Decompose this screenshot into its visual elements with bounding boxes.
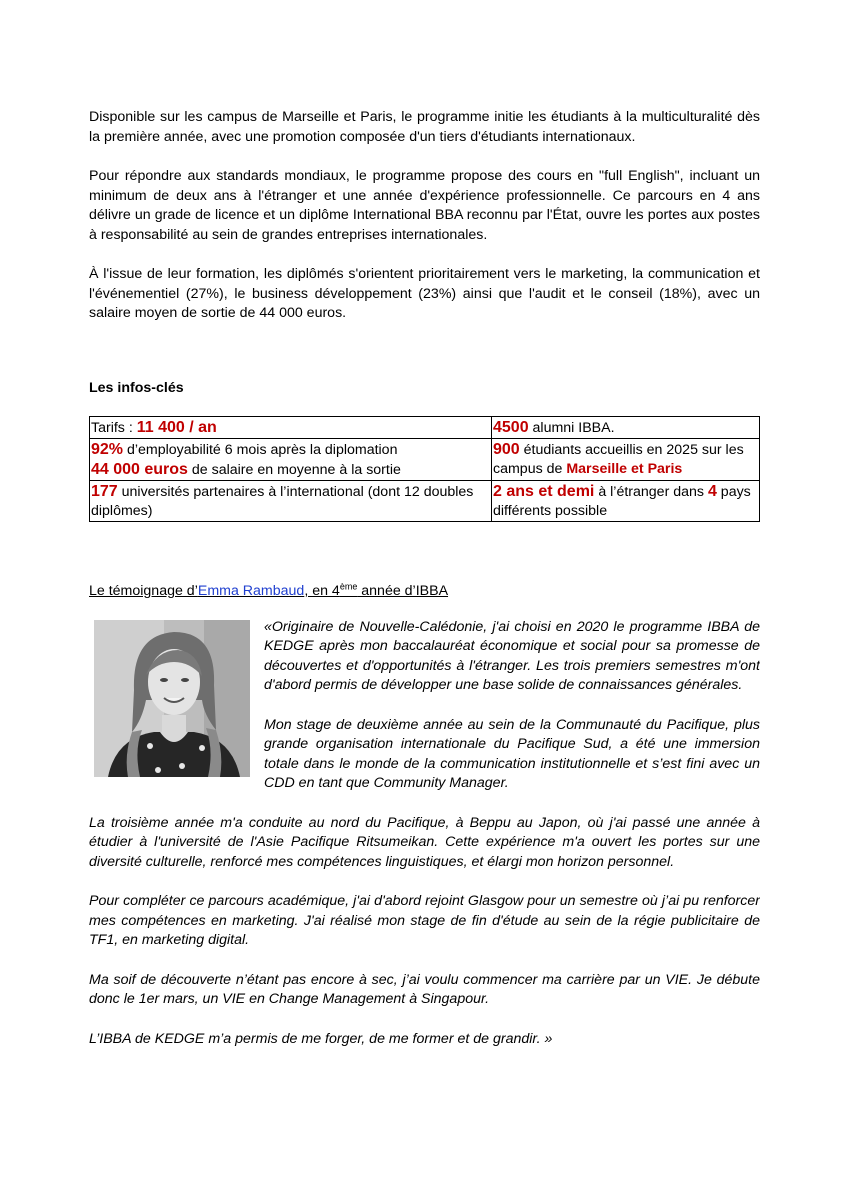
tuition-cell [90,417,492,439]
salary-text: de salaire en moyenne à la sortie [187,462,401,478]
employability-text: d’employabilité 6 mois après la diplomation [123,442,398,458]
universities-cell [90,481,492,522]
quote-paragraph-3: La troisième année m'a conduite au nord du Pacifique, à Beppu au Japon, où j'ai passé une année à étudier à l'université de l'Asie Pacifique Ritsumeikan. Cette expérience m'a ouvert les portes sur une diversité culturelle, renforcé mes compétences linguistiques, et élargi mon horizon personnel. [89,814,760,870]
universities-text: universités partenaires à l’international (dont 12 doubles diplômes) [91,484,474,519]
document-page [89,108,760,1049]
students-text: étudiants accueillis en 2025 sur les campus de [493,442,744,477]
testimony-name-link[interactable]: Emma Rambaud [197,583,305,599]
tuition-value: 11 400 / an [136,419,217,436]
table-row [90,439,760,481]
key-info-table [89,416,760,522]
abroad-text: à l’étranger dans [594,484,708,500]
testimony-title [89,582,760,602]
table-row [90,417,760,439]
students-value: 900 [493,441,520,458]
quote-paragraph-6: L’IBBA de KEDGE m’a permis de me forger, de me former et de grandir. » [89,1030,553,1047]
employability-value: 92% [91,441,124,458]
campus-names: Marseille et Paris [566,461,683,477]
quote-paragraph-4: Pour compléter ce parcours académique, j'ai d'abord rejoint Glasgow pour un semestre où j’ai pu renforcer mes compétences en marketing. J'ai réalisé mon stage de fin d'étude au sein de la régie publicitaire de TF1, en marketing digital. [89,893,760,948]
alumni-text: alumni IBBA. [528,420,615,436]
portrait-image [94,620,250,777]
quote-paragraph-2: Mon stage de deuxième année au sein de la Communauté du Pacifique, plus grande organisation internationale du Pacifique Sud, a été une immersion totale dans le monde de la communication institutionnelle et s’est fini avec un CDD en tant que Community Manager. [264,716,760,791]
testimony-prefix: Le témoignage d’ [89,583,198,599]
abroad-duration: 2 ans et demi [493,483,595,500]
infos-heading: Les infos-clés [89,379,184,396]
quote-paragraph-1: «Originaire de Nouvelle-Calédonie, j'ai choisi en 2020 le programme IBBA de KEDGE après mon baccalauréat économique et social pour sa promesse de découvertes et d'opportunités à l'étranger. Les trois premiers semestres m'ont d'abord permis de développer une base solide de connaissances générales. [264,618,760,693]
students-cell [492,439,760,481]
universities-value: 177 [91,483,118,500]
alumni-value: 4500 [493,419,529,436]
intro-paragraph-1: Disponible sur les campus de Marseille et Paris, le programme initie les étudiants à la multiculturalité dès la première année, avec une promotion composée d'un tiers d'étudiants internationaux. [89,109,760,145]
testimony-sup: ème [339,581,358,592]
intro-paragraph-3: À l'issue de leur formation, les diplômés s'orientent prioritairement vers le marketing, la communication et l'événementiel (27%), le business développement (23%) ainsi que l'audit et le conseil (18%), avec un salaire moyen de sortie de 44 000 euros. [89,266,760,321]
countries-text: pays différents possible [493,484,751,519]
abroad-cell [492,481,760,522]
testimony-mid: , en 4 [304,583,340,599]
table-row [90,481,760,522]
countries-count: 4 [707,483,717,500]
employability-cell [90,439,492,481]
alumni-cell [492,417,760,439]
quote-paragraph-5: Ma soif de découverte n’étant pas encore à sec, j’ai voulu commencer ma carrière par un VIE. Je débute donc le 1er mars, un VIE en Change Management à Singapour. [89,971,760,1007]
salary-value: 44 000 euros [91,461,188,478]
portrait-photo [94,620,250,777]
tuition-label: Tarifs : [91,420,137,436]
intro-paragraph-2: Pour répondre aux standards mondiaux, le programme propose des cours en "full English", incluant un minimum de deux ans à l'étranger et une année d'expérience professionnelle. Ce parcours en 4 ans délivre un grade de licence et un diplôme International BBA reconnu par l'État, ouvre les portes aux postes à responsabilité au sein de grandes entreprises internationales. [89,168,760,243]
testimony-body [89,618,760,1050]
testimony-suffix: année d’IBBA [357,583,449,599]
